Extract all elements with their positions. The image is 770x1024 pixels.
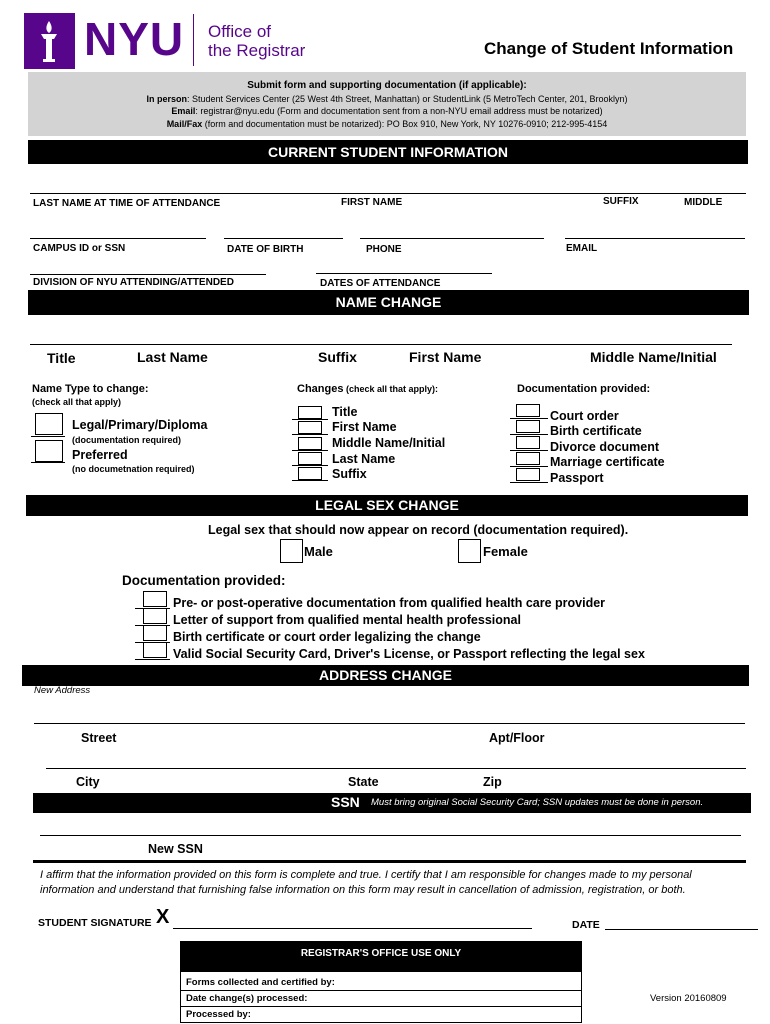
- dates-line[interactable]: [316, 273, 492, 274]
- sex-doc-4-label: Valid Social Security Card, Driver's License, or Passport reflecting the legal sex: [173, 647, 645, 661]
- female-checkbox[interactable]: [458, 539, 481, 563]
- phone-line[interactable]: [360, 238, 544, 239]
- change-title-checkbox[interactable]: [298, 406, 322, 419]
- ssn-bottom-rule: [33, 860, 746, 863]
- dates-label: DATES OF ATTENDANCE: [320, 278, 441, 289]
- middle-label: MIDDLE: [684, 197, 723, 208]
- form-title: Change of Student Information: [484, 39, 734, 58]
- division-label: DIVISION OF NYU ATTENDING/ATTENDED: [33, 277, 234, 288]
- sex-doc-3-label: Birth certificate or court order legalizing the change: [173, 630, 481, 644]
- preferred-underline: [31, 462, 65, 463]
- ssn-bar: [33, 793, 751, 813]
- submit-heading: Submit form and supporting documentation (if applicable):: [247, 80, 527, 91]
- doc-underline-5: [510, 482, 548, 483]
- col-title: Title: [47, 350, 76, 366]
- ssn-title: SSN: [331, 794, 360, 810]
- apt-label: Apt/Floor: [489, 731, 545, 745]
- doc-court-checkbox[interactable]: [516, 404, 540, 417]
- legal-note: (documentation required): [72, 435, 182, 445]
- preferred-note: (no documetnation required): [72, 464, 195, 474]
- male-checkbox[interactable]: [280, 539, 303, 563]
- office-line-2: the Registrar: [208, 41, 306, 60]
- change-first-label: First Name: [332, 420, 397, 434]
- submit-info-box: [28, 72, 746, 136]
- signature-x-mark: X: [156, 906, 170, 928]
- phone-label: PHONE: [366, 244, 402, 255]
- change-last-label: Last Name: [332, 452, 396, 466]
- col-last-name: Last Name: [137, 349, 208, 365]
- changes-label: Changes (check all that apply):: [297, 383, 438, 395]
- sex-docs-label: Documentation provided:: [122, 573, 286, 588]
- suffix-label: SUFFIX: [603, 196, 639, 207]
- sex-doc-underline-4: [135, 659, 170, 660]
- state-label: State: [348, 775, 379, 789]
- doc-passport-checkbox[interactable]: [516, 468, 540, 481]
- change-underline-3: [292, 450, 328, 451]
- change-suffix-checkbox[interactable]: [298, 467, 322, 480]
- name-change-line[interactable]: [30, 344, 732, 345]
- dob-line[interactable]: [224, 238, 343, 239]
- name-type-label: Name Type to change:: [32, 383, 149, 395]
- change-underline-5: [292, 480, 328, 481]
- name-docs-label: Documentation provided:: [517, 383, 651, 395]
- change-underline-4: [292, 465, 328, 466]
- sex-doc-1-checkbox[interactable]: [143, 591, 167, 607]
- legal-sex-instruction: Legal sex that should now appear on record (documentation required).: [208, 523, 629, 537]
- change-last-checkbox[interactable]: [298, 452, 322, 465]
- submit-in-person: In person: Student Services Center (25 West 4th Street, Manhattan) or StudentLink (5 MetroTech Center, 201, Brooklyn): [146, 93, 628, 104]
- sex-doc-1-label: Pre- or post-operative documentation from qualified health care provider: [173, 596, 606, 610]
- col-middle: Middle Name/Initial: [590, 349, 717, 365]
- doc-divorce-checkbox[interactable]: [516, 436, 540, 449]
- torch-icon: [24, 13, 75, 69]
- change-first-checkbox[interactable]: [298, 421, 322, 434]
- city-line[interactable]: [46, 768, 746, 769]
- sex-doc-2-checkbox[interactable]: [143, 608, 167, 624]
- male-label: Male: [304, 544, 333, 559]
- office-row-3: Processed by:: [186, 1009, 251, 1020]
- zip-label: Zip: [483, 775, 502, 789]
- change-middle-label: Middle Name/Initial: [332, 436, 446, 450]
- preferred-label: Preferred: [72, 448, 128, 462]
- col-suffix: Suffix: [318, 349, 357, 365]
- sex-doc-3-checkbox[interactable]: [143, 625, 167, 641]
- date-line[interactable]: [605, 929, 758, 930]
- submit-email: Email: registrar@nyu.edu (Form and documentation sent from a non-NYU email address must be notarized): [171, 106, 603, 116]
- street-line[interactable]: [34, 723, 745, 724]
- office-row-2: Date change(s) processed:: [186, 993, 308, 1004]
- change-middle-checkbox[interactable]: [298, 437, 322, 450]
- campus-id-line[interactable]: [30, 238, 206, 239]
- doc-underline-1: [510, 418, 548, 419]
- street-label: Street: [81, 731, 117, 745]
- doc-underline-3: [510, 450, 548, 451]
- campus-id-label: CAMPUS ID or SSN: [33, 243, 126, 254]
- col-first-name: First Name: [409, 349, 482, 365]
- preferred-name-checkbox[interactable]: [35, 440, 63, 462]
- first-name-label: FIRST NAME: [341, 197, 403, 208]
- legal-sex-bar: LEGAL SEX CHANGE: [26, 495, 748, 516]
- legal-underline: [31, 436, 65, 437]
- email-label: EMAIL: [566, 243, 598, 254]
- legal-name-checkbox[interactable]: [35, 413, 63, 435]
- name-change-bar: NAME CHANGE: [28, 290, 749, 315]
- change-title-label: Title: [332, 405, 358, 419]
- affirm-text: I affirm that the information provided on this form is complete and true. I certify that I am responsible for changes made to my personal information and understand that furnishing false information on this form may result in cancellation of admission, registration, or both.: [40, 869, 692, 896]
- change-underline-1: [292, 419, 328, 420]
- sex-doc-4-checkbox[interactable]: [143, 642, 167, 658]
- office-use-box: [180, 941, 582, 1023]
- change-underline-2: [292, 434, 328, 435]
- doc-birth-checkbox[interactable]: [516, 420, 540, 433]
- city-label: City: [76, 775, 100, 789]
- signature-label: STUDENT SIGNATURE: [38, 917, 152, 929]
- address-bar: ADDRESS CHANGE: [22, 665, 749, 686]
- doc-underline-4: [510, 466, 548, 467]
- header-divider: [193, 14, 194, 66]
- office-use-title: REGISTRAR'S OFFICE USE ONLY: [181, 942, 581, 972]
- doc-divorce-label: Divorce document: [550, 440, 660, 454]
- submit-mail: Mail/Fax (form and documentation must be notarized): PO Box 910, New York, NY 10276-0910; 212-995-4154: [166, 118, 608, 129]
- office-divider-2: [181, 1006, 581, 1007]
- office-row-1: Forms collected and certified by:: [186, 977, 335, 988]
- doc-passport-label: Passport: [550, 471, 604, 485]
- office-divider-1: [181, 990, 581, 991]
- legal-name-label: Legal/Primary/Diploma: [72, 418, 208, 432]
- name-type-sub: (check all that apply): [32, 397, 122, 407]
- office-line-1: Office of: [208, 22, 271, 41]
- doc-birth-label: Birth certificate: [550, 424, 642, 438]
- nyu-wordmark: NYU: [84, 13, 185, 65]
- sex-doc-2-label: Letter of support from qualified mental health professional: [173, 613, 521, 627]
- signature-line[interactable]: [173, 928, 532, 929]
- version-label: Version 20160809: [650, 993, 727, 1004]
- current-line-1: [30, 193, 746, 194]
- doc-marriage-checkbox[interactable]: [516, 452, 540, 465]
- change-suffix-label: Suffix: [332, 467, 367, 481]
- ssn-line[interactable]: [40, 835, 741, 836]
- doc-court-label: Court order: [550, 409, 619, 423]
- female-label: Female: [483, 544, 528, 559]
- doc-marriage-label: Marriage certificate: [550, 455, 665, 469]
- date-label: DATE: [572, 919, 600, 931]
- division-line[interactable]: [30, 274, 266, 275]
- new-ssn-label: New SSN: [148, 842, 203, 856]
- dob-label: DATE OF BIRTH: [227, 244, 304, 255]
- doc-underline-2: [510, 434, 548, 435]
- new-address-label: New Address: [34, 685, 91, 696]
- nyu-logo-block: [24, 13, 75, 69]
- ssn-note: Must bring original Social Security Card; SSN updates must be done in person.: [371, 797, 704, 808]
- email-line[interactable]: [565, 238, 745, 239]
- current-info-bar: CURRENT STUDENT INFORMATION: [28, 140, 748, 164]
- last-name-label: LAST NAME AT TIME OF ATTENDANCE: [33, 198, 221, 209]
